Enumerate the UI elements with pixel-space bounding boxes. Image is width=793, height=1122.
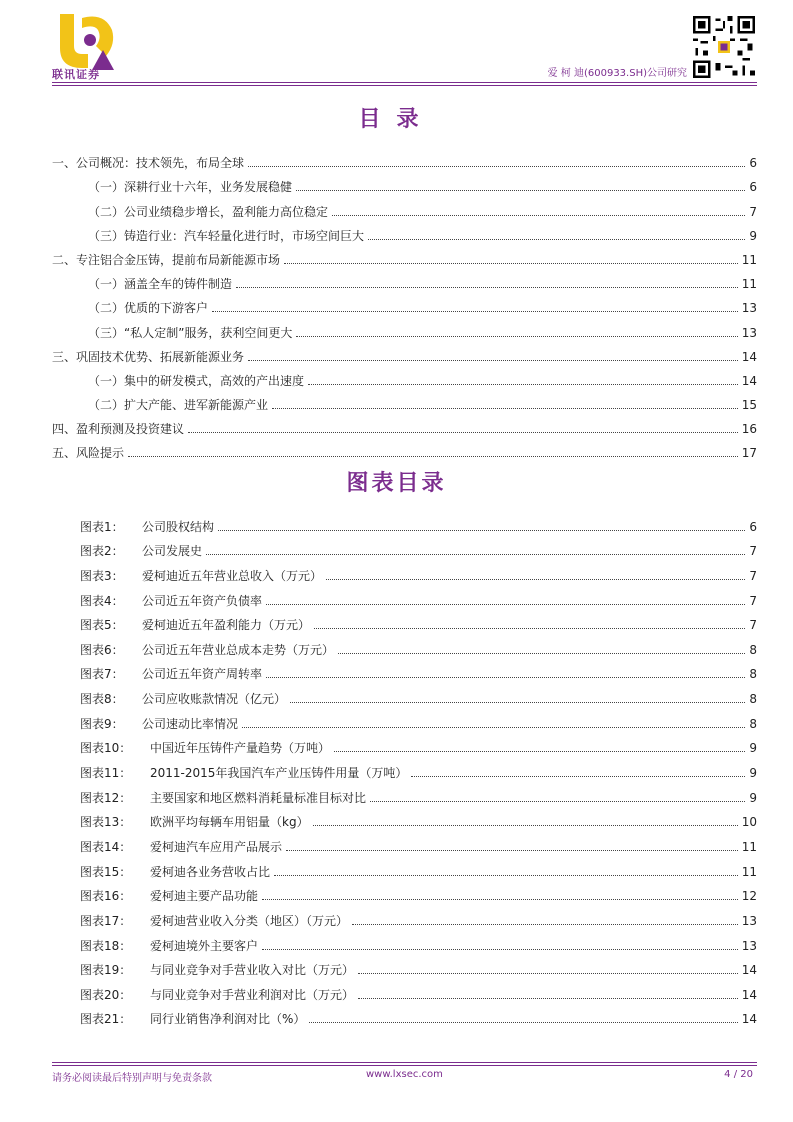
dot-leader	[236, 286, 738, 288]
figure-number: 图表6：	[80, 642, 124, 657]
toc-entry-label: 二、专注铝合金压铸，提前布局新能源市场	[52, 252, 281, 267]
figure-entry-label: 公司应收账款情况（亿元）	[142, 692, 287, 707]
toc-entry[interactable]	[52, 413, 757, 437]
figure-entry[interactable]	[52, 707, 757, 732]
figure-entry-page: 9	[749, 766, 757, 781]
toc-entry-label: （一）深耕行业十六年，业务发展稳健	[88, 180, 293, 195]
brand-name: 联讯证券	[52, 68, 100, 81]
figure-entry[interactable]	[52, 954, 757, 979]
figure-number: 图表17：	[80, 913, 132, 928]
figure-number: 图表1：	[80, 519, 124, 534]
figure-number: 图表14：	[80, 839, 132, 854]
figure-entry-label: 中国近年压铸件产量趋势（万吨）	[150, 741, 331, 756]
toc-entry-page: 11	[741, 252, 757, 267]
toc-entry-page: 11	[741, 277, 757, 292]
toc-list	[52, 147, 757, 461]
dot-leader	[296, 335, 737, 337]
figure-number: 图表3：	[80, 568, 124, 583]
figure-entry[interactable]	[52, 978, 757, 1003]
figure-entry-label: 公司发展史	[142, 544, 203, 559]
toc-entry-label: 三、巩固技术优势、拓展新能源业务	[52, 349, 245, 364]
toc-entry[interactable]	[52, 220, 757, 244]
dot-leader	[352, 923, 738, 925]
toc-entry-page: 7	[749, 204, 757, 219]
dot-leader	[308, 383, 738, 385]
figure-number: 图表15：	[80, 864, 132, 879]
figure-entry-label: 爱柯迪汽车应用产品展示	[150, 839, 283, 854]
website-link[interactable]: www.lxsec.com	[366, 1069, 443, 1080]
figure-entry[interactable]	[52, 756, 757, 781]
figure-entry-label: 公司近五年营业总成本走势（万元）	[142, 642, 335, 657]
figure-entry[interactable]	[52, 830, 757, 855]
figure-entry-page: 14	[741, 987, 757, 1002]
dot-leader	[242, 726, 745, 728]
dot-leader	[334, 750, 745, 752]
dot-leader	[286, 849, 738, 851]
toc-entry-page: 9	[749, 228, 757, 243]
figure-entry-page: 11	[741, 839, 757, 854]
toc-entry-label: 一、公司概况：技术领先，布局全球	[52, 156, 245, 171]
toc-entry-label: 五、风险提示	[52, 446, 125, 461]
dot-leader	[272, 407, 738, 409]
figure-entry-page: 7	[749, 568, 757, 583]
figure-entry-page: 9	[749, 741, 757, 756]
toc-entry-label: （三）“私人定制”服务，获利空间更大	[88, 325, 293, 340]
toc-entry-page: 17	[741, 446, 757, 461]
toc-entry-page: 6	[749, 180, 757, 195]
toc-entry-page: 6	[749, 156, 757, 171]
dot-leader	[368, 238, 745, 240]
dot-leader	[218, 529, 745, 531]
dot-leader	[266, 676, 745, 678]
toc-entry[interactable]	[52, 171, 757, 195]
figure-entry[interactable]	[52, 904, 757, 929]
toc-entry[interactable]	[52, 365, 757, 389]
qr-code-icon	[693, 16, 755, 78]
dot-leader	[370, 800, 745, 802]
toc-entry-page: 13	[741, 301, 757, 316]
toc-entry-label: （三）铸造行业：汽车轻量化进行时，市场空间巨大	[88, 228, 365, 243]
header-divider	[52, 82, 757, 83]
toc-entry-label: 四、盈利预测及投资建议	[52, 422, 185, 437]
figure-entry[interactable]	[52, 880, 757, 905]
figure-number: 图表5：	[80, 618, 124, 633]
dot-leader	[284, 262, 738, 264]
figure-entry[interactable]	[52, 584, 757, 609]
toc-entry-page: 14	[741, 349, 757, 364]
figure-entry-label: 欧洲平均每辆车用铝量（kg）	[150, 815, 309, 830]
figure-number: 图表21：	[80, 1012, 132, 1027]
toc-entry-label: （一）集中的研发模式，高效的产出速度	[88, 373, 305, 388]
figure-list-title: 图表目录	[346, 471, 447, 496]
figure-entry-page: 8	[749, 716, 757, 731]
dot-leader	[309, 1021, 737, 1023]
toc-entry-label: （二）优质的下游客户	[88, 301, 209, 316]
figure-entry[interactable]	[52, 682, 757, 707]
dot-leader	[313, 824, 738, 826]
toc-entry-label: （二）公司业绩稳步增长，盈利能力高位稳定	[88, 204, 329, 219]
dot-leader	[274, 874, 738, 876]
toc-entry-label: （二）扩大产能、进军新能源产业	[88, 398, 269, 413]
toc-entry-page: 16	[741, 422, 757, 437]
toc-title: 目录	[358, 107, 435, 132]
dot-leader	[266, 603, 745, 605]
figure-entry-label: 爱柯迪营业收入分类（地区）（万元）	[150, 913, 349, 928]
figure-entry-label: 公司速动比率情况	[142, 716, 239, 731]
figure-entry-page: 7	[749, 618, 757, 633]
figure-number: 图表10：	[80, 741, 132, 756]
disclaimer-link[interactable]: 请务必阅读最后特别声明与免责条款	[52, 1073, 212, 1084]
toc-entry[interactable]	[52, 244, 757, 268]
figure-number: 图表20：	[80, 987, 132, 1002]
dot-leader	[296, 189, 745, 191]
figure-entry[interactable]	[52, 535, 757, 560]
figure-entry[interactable]	[52, 732, 757, 757]
figure-entry-page: 7	[749, 593, 757, 608]
figure-entry-label: 爱柯迪主要产品功能	[150, 889, 259, 904]
figure-number: 图表7：	[80, 667, 124, 682]
footer-divider-thin	[52, 1065, 757, 1066]
figure-entry-label: 公司近五年资产周转率	[142, 667, 263, 682]
figure-entry[interactable]	[52, 855, 757, 880]
page-indicator: 4 / 20	[724, 1069, 753, 1080]
figure-entry-page: 7	[749, 544, 757, 559]
toc-entry-page: 15	[741, 398, 757, 413]
toc-entry[interactable]	[52, 437, 757, 461]
figure-entry-page: 8	[749, 642, 757, 657]
figure-entry[interactable]	[52, 658, 757, 683]
figure-number: 图表19：	[80, 963, 132, 978]
dot-leader	[332, 214, 745, 216]
figure-entry-label: 同行业销售净利润对比（%）	[150, 1012, 306, 1027]
figure-entry-page: 10	[741, 815, 757, 830]
dot-leader	[411, 775, 745, 777]
toc-entry[interactable]	[52, 268, 757, 292]
footer-divider	[52, 1062, 757, 1063]
figure-number: 图表12：	[80, 790, 132, 805]
figure-entry-label: 爱柯迪近五年营业总收入（万元）	[142, 568, 323, 583]
dot-leader	[314, 627, 745, 629]
page-header	[0, 0, 793, 90]
figure-number: 图表9：	[80, 716, 124, 731]
toc-entry-page: 13	[741, 325, 757, 340]
dot-leader	[262, 898, 738, 900]
toc-entry[interactable]	[52, 195, 757, 219]
figure-number: 图表4：	[80, 593, 124, 608]
figure-number: 图表13：	[80, 815, 132, 830]
figure-entry-page: 11	[741, 864, 757, 879]
figure-number: 图表16：	[80, 889, 132, 904]
figure-entry-label: 与同业竞争对手营业收入对比（万元）	[150, 963, 355, 978]
toc-entry[interactable]	[52, 292, 757, 316]
toc-entry-page: 14	[741, 373, 757, 388]
figure-entry[interactable]	[52, 781, 757, 806]
figure-entry-label: 2011-2015年我国汽车产业压铸件用量（万吨）	[150, 766, 408, 781]
figure-list	[52, 510, 757, 1027]
header-divider-thin	[52, 85, 757, 86]
figure-number: 图表11：	[80, 766, 132, 781]
dot-leader	[248, 359, 738, 361]
dot-leader	[248, 165, 745, 167]
company-line: 爱 柯 迪(600933.SH)公司研究	[547, 68, 687, 79]
figure-entry-label: 公司近五年资产负债率	[142, 593, 263, 608]
dot-leader	[206, 553, 745, 555]
dot-leader	[290, 701, 745, 703]
figure-number: 图表2：	[80, 544, 124, 559]
dot-leader	[358, 972, 738, 974]
toc-entry[interactable]	[52, 341, 757, 365]
figure-entry-page: 9	[749, 790, 757, 805]
figure-entry-page: 12	[741, 889, 757, 904]
figure-entry-label: 爱柯迪境外主要客户	[150, 938, 259, 953]
figure-entry-label: 爱柯迪近五年盈利能力（万元）	[142, 618, 311, 633]
dot-leader	[128, 455, 738, 457]
toc-entry-label: （一）涵盖全车的铸件制造	[88, 277, 233, 292]
figure-entry-page: 8	[749, 692, 757, 707]
dot-leader	[326, 578, 745, 580]
dot-leader	[188, 431, 738, 433]
toc-entry[interactable]	[52, 316, 757, 340]
figure-entry[interactable]	[52, 633, 757, 658]
toc-entry[interactable]	[52, 147, 757, 171]
figure-entry-page: 13	[741, 913, 757, 928]
dot-leader	[212, 310, 738, 312]
figure-entry-page: 6	[749, 519, 757, 534]
figure-entry-page: 13	[741, 938, 757, 953]
figure-number: 图表18：	[80, 938, 132, 953]
dot-leader	[338, 652, 745, 654]
dot-leader	[262, 948, 738, 950]
figure-entry-label: 爱柯迪各业务营收占比	[150, 864, 271, 879]
figure-entry[interactable]	[52, 929, 757, 954]
figure-entry-page: 14	[741, 963, 757, 978]
figure-entry[interactable]	[52, 806, 757, 831]
figure-entry[interactable]	[52, 1003, 757, 1028]
figure-entry-label: 主要国家和地区燃料消耗量标准目标对比	[150, 790, 367, 805]
figure-entry-page: 8	[749, 667, 757, 682]
figure-entry-label: 公司股权结构	[142, 519, 215, 534]
figure-number: 图表8：	[80, 692, 124, 707]
figure-entry[interactable]	[52, 559, 757, 584]
figure-entry-page: 14	[741, 1012, 757, 1027]
figure-entry[interactable]	[52, 510, 757, 535]
toc-entry[interactable]	[52, 389, 757, 413]
figure-entry[interactable]	[52, 609, 757, 634]
dot-leader	[358, 997, 738, 999]
figure-entry-label: 与同业竞争对手营业利润对比（万元）	[150, 987, 355, 1002]
